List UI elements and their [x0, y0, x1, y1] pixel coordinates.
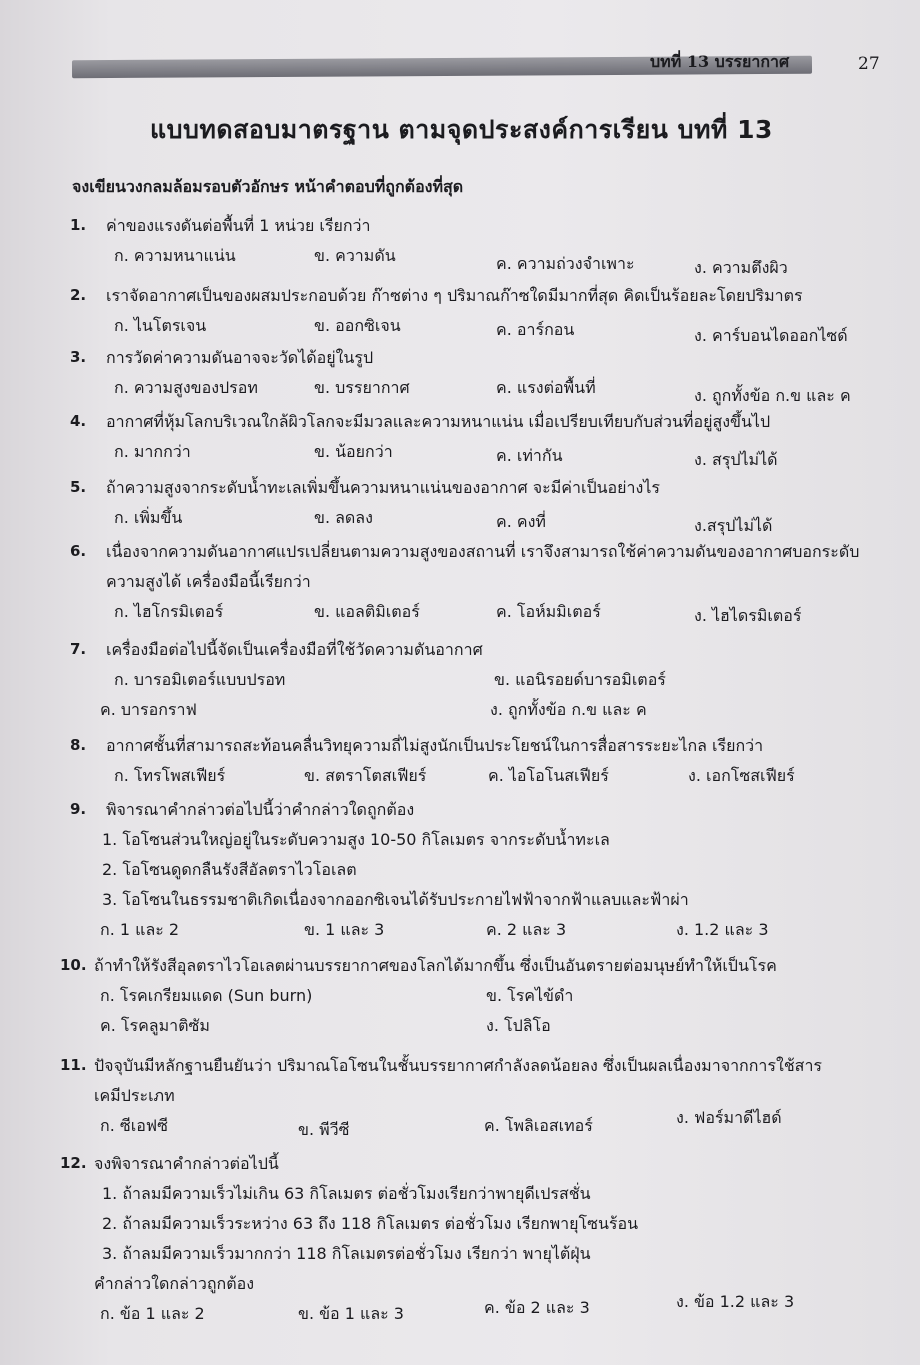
question-12 [60, 1150, 880, 1330]
option-b: ข. ข้อ 1 และ 3 [298, 1304, 404, 1323]
option-a: ก. 1 และ 2 [100, 920, 180, 939]
option-d: ง. ถูกทั้งข้อ ก.ข และ ค [694, 386, 851, 405]
option-d: ง. ถูกทั้งข้อ ก.ข และ ค [490, 700, 647, 719]
question-11 [60, 1052, 880, 1142]
option-a: ก. ไฮโกรมิเตอร์ [114, 602, 224, 621]
question-text: ปัจจุบันมีหลักฐานยืนยันว่า ปริมาณโอโซนในชั้นบรรยากาศกำลังลดน้อยลง ซึ่งเป็นผลเนื่องมาจากการใช้สาร [94, 1056, 823, 1075]
option-a: ก. ไนโตรเจน [114, 316, 207, 335]
option-a: ก. โรคเกรียมแดด (Sun burn) [100, 986, 313, 1005]
option-b: ข. แอนิรอยด์บารอมิเตอร์ [494, 670, 666, 689]
question-number: 10. [60, 956, 87, 974]
question-2 [70, 282, 880, 345]
option-c: ค. เท่ากัน [496, 446, 563, 465]
statement-3: 3. โอโซนในธรรมชาติเกิดเนื่องจากออกซิเจนได้รับประกายไฟฟ้าจากฟ้าแลบและฟ้าผ่า [102, 890, 689, 909]
chapter-label: บทที่ 13 บรรยากาศ [650, 52, 790, 71]
option-c: ค. 2 และ 3 [486, 920, 567, 939]
option-d: ง.สรุปไม่ได้ [694, 516, 773, 535]
option-c: ค. คงที่ [496, 512, 546, 531]
option-a: ก. ซีเอฟซี [100, 1116, 168, 1135]
option-c: ค. แรงต่อพื้นที่ [496, 378, 596, 397]
question-text-continued: เคมีประเภท [94, 1086, 175, 1105]
option-b: ข. 1 และ 3 [304, 920, 385, 939]
question-number: 8. [70, 736, 87, 754]
question-text: เราจัดอากาศเป็นของผสมประกอบด้วย ก๊าซต่าง ๆ ปริมาณก๊าซใดมีมากที่สุด คิดเป็นร้อยละโดยปริมาตร [106, 286, 803, 305]
option-d: ง. เอกโซสเฟียร์ [688, 766, 795, 785]
option-d: ง. คาร์บอนไดออกไซด์ [694, 326, 848, 345]
option-c: ค. โรคลูมาติซัม [100, 1016, 210, 1035]
question-9 [70, 796, 880, 946]
question-6 [70, 538, 880, 628]
question-text: ค่าของแรงดันต่อพื้นที่ 1 หน่วย เรียกว่า [106, 216, 371, 235]
follow-up-question: คำกล่าวใดกล่าวถูกต้อง [94, 1274, 254, 1293]
option-b: ข. น้อยกว่า [314, 442, 393, 461]
option-b: ข. พีวีซี [298, 1120, 350, 1139]
option-d: ง. 1.2 และ 3 [676, 920, 769, 939]
option-a: ก. ความหนาแน่น [114, 246, 236, 265]
question-text: การวัดค่าความดันอาจจะวัดได้อยู่ในรูป [106, 348, 374, 367]
question-text: ถ้าทำให้รังสีอุลตราไวโอเลตผ่านบรรยากาศของโลกได้มากขึ้น ซึ่งเป็นอันตรายต่อมนุษย์ทำให้เป็นโรค [94, 956, 777, 975]
statement-2: 2. โอโซนดูดกลืนรังสีอัลตราไวโอเลต [102, 860, 357, 879]
question-number: 4. [70, 412, 87, 430]
option-b: ข. ความดัน [314, 246, 396, 265]
question-10 [60, 952, 880, 1042]
statement-1: 1. โอโซนส่วนใหญ่อยู่ในระดับความสูง 10-50 กิโลเมตร จากระดับน้ำทะเล [102, 830, 610, 849]
question-8 [70, 732, 880, 792]
question-text-continued: ความสูงได้ เครื่องมือนี้เรียกว่า [106, 572, 311, 591]
option-d: ง. สรุปไม่ได้ [694, 450, 778, 469]
page-title: แบบทดสอบมาตรฐาน ตามจุดประสงค์การเรียน บทที่ 13 [150, 115, 773, 144]
option-c: ค. ข้อ 2 และ 3 [484, 1298, 590, 1317]
option-b: ข. ออกซิเจน [314, 316, 401, 335]
option-c: ค. โอห์มมิเตอร์ [496, 602, 601, 621]
question-number: 5. [70, 478, 87, 496]
question-7 [70, 636, 880, 726]
question-text: เครื่องมือต่อไปนี้จัดเป็นเครื่องมือที่ใช้วัดความดันอากาศ [106, 640, 483, 659]
page-number: 27 [858, 54, 880, 74]
question-5 [70, 474, 880, 534]
option-a: ก. ข้อ 1 และ 2 [100, 1304, 205, 1323]
question-text: ถ้าความสูงจากระดับน้ำทะเลเพิ่มขึ้นความหนาแน่นของอากาศ จะมีค่าเป็นอย่างไร [106, 478, 660, 497]
option-a: ก. มากกว่า [114, 442, 191, 461]
statement-1: 1. ถ้าลมมีความเร็วไม่เกิน 63 กิโลเมตร ต่อชั่วโมงเรียกว่าพายุดีเปรสชั่น [102, 1184, 591, 1203]
option-c: ค. อาร์กอน [496, 320, 575, 339]
question-text: เนื่องจากความดันอากาศแปรเปลี่ยนตามความสูงของสถานที่ เราจึงสามารถใช้ค่าความดันของอากาศบอกระดับ [106, 542, 860, 561]
question-3 [70, 344, 880, 404]
option-c: ค. บารอกราฟ [100, 700, 197, 719]
question-text: อากาศที่หุ้มโลกบริเวณใกล้ผิวโลกจะมีมวลและความหนาแน่น เมื่อเปรียบเทียบกับส่วนที่อยู่สูงขึ้นไป [106, 412, 771, 431]
option-b: ข. บรรยากาศ [314, 378, 410, 397]
question-number: 11. [60, 1056, 87, 1074]
question-1 [70, 212, 880, 277]
option-d: ง. ฟอร์มาดีไฮด์ [676, 1108, 782, 1127]
option-b: ข. โรคไข้ดำ [486, 986, 574, 1005]
question-text: พิจารณาคำกล่าวต่อไปนี้ว่าคำกล่าวใดถูกต้อง [106, 800, 415, 819]
statement-2: 2. ถ้าลมมีความเร็วระหว่าง 63 ถึง 118 กิโลเมตร ต่อชั่วโมง เรียกพายุโซนร้อน [102, 1214, 639, 1233]
option-d: ง. ความตึงผิว [694, 258, 788, 277]
option-b: ข. สตราโตสเฟียร์ [304, 766, 427, 785]
option-a: ก. บารอมิเตอร์แบบปรอท [114, 670, 286, 689]
option-a: ก. เพิ่มขึ้น [114, 508, 183, 527]
option-a: ก. โทรโพสเฟียร์ [114, 766, 226, 785]
question-number: 12. [60, 1154, 87, 1172]
question-number: 3. [70, 348, 87, 366]
question-number: 6. [70, 542, 87, 560]
option-d: ง. โปลิโอ [486, 1016, 551, 1035]
question-4 [70, 408, 880, 468]
question-number: 7. [70, 640, 87, 658]
question-text: อากาศชั้นที่สามารถสะท้อนคลื่นวิทยุความถี่ไม่สูงนักเป็นประโยชน์ในการสื่อสารระยะไกล เรียกว่า [106, 736, 764, 755]
statement-3: 3. ถ้าลมมีความเร็วมากกว่า 118 กิโลเมตรต่อชั่วโมง เรียกว่า พายุไต้ฝุ่น [102, 1244, 591, 1263]
question-number: 9. [70, 800, 87, 818]
option-c: ค. ไอโอโนสเฟียร์ [488, 766, 609, 785]
instructions: จงเขียนวงกลมล้อมรอบตัวอักษร หน้าคำตอบที่ถูกต้องที่สุด [72, 177, 464, 196]
option-b: ข. แอลติมิเตอร์ [314, 602, 420, 621]
option-c: ค. โพลิเอสเทอร์ [484, 1116, 593, 1135]
question-number: 2. [70, 286, 87, 304]
option-b: ข. ลดลง [314, 508, 373, 527]
option-d: ง. ข้อ 1.2 และ 3 [676, 1292, 795, 1311]
option-a: ก. ความสูงของปรอท [114, 378, 258, 397]
question-number: 1. [70, 216, 87, 234]
question-text: จงพิจารณาคำกล่าวต่อไปนี้ [94, 1154, 279, 1173]
option-d: ง. ไฮไดรมิเตอร์ [694, 606, 802, 625]
option-c: ค. ความถ่วงจำเพาะ [496, 254, 635, 273]
